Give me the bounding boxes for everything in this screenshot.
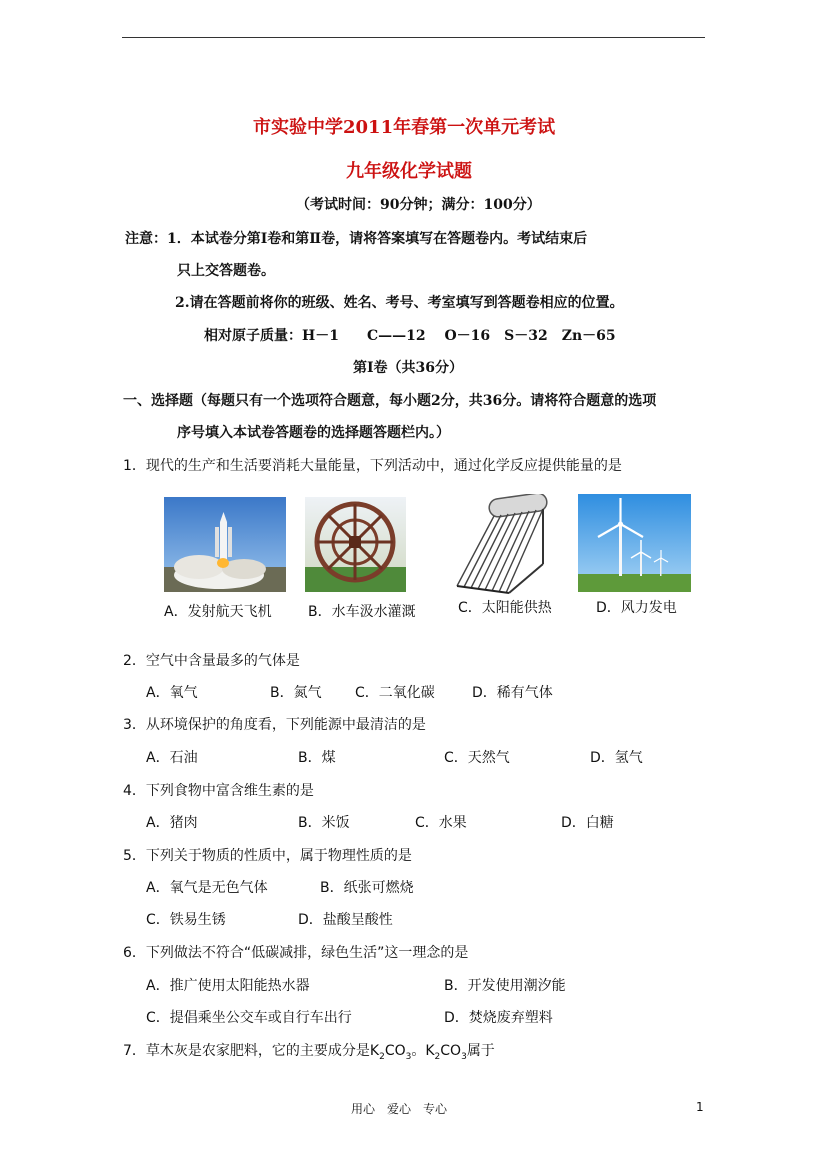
q5-option-c: C．铁易生锈 <box>146 912 226 928</box>
q3-option-b: B．煤 <box>298 750 336 766</box>
q3-option-d: D．氢气 <box>590 750 643 766</box>
question-4-stem: 4．下列食物中富含维生素的是 <box>123 783 314 799</box>
footer-motto: 用心 爱心 专心 <box>351 1102 448 1116</box>
q6-option-d: D．焚烧废弃塑料 <box>444 1010 553 1026</box>
waterwheel-photo <box>305 497 406 592</box>
question-7-stem: 7．草木灰是农家肥料，它的主要成分是$K_2CO_3$。$K_2CO_3$属于 <box>123 1043 495 1062</box>
section-instruction-2: 序号填入本试卷答题卷的选择题答题栏内。） <box>177 425 450 441</box>
q4-option-d: D．白糖 <box>561 815 614 831</box>
solar-water-heater-photo <box>449 494 549 594</box>
question-6-stem: 6．下列做法不符合“低碳减排，绿色生活”这一理念的是 <box>123 945 469 961</box>
atomic-mass: 相对原子质量：H－1 C——12 O－16 S－32 Zn－65 <box>204 328 616 344</box>
q6-option-c: C．提倡乘坐公交车或自行车出行 <box>146 1010 352 1026</box>
q2-option-c: C．二氧化碳 <box>355 685 435 701</box>
caption-d: D．风力发电 <box>596 600 677 616</box>
q5-option-b: B．纸张可燃烧 <box>320 880 414 896</box>
q2-option-d: D．稀有气体 <box>472 685 553 701</box>
question-3-stem: 3．从环境保护的角度看，下列能源中最清洁的是 <box>123 717 426 733</box>
wind-turbine-photo <box>578 494 691 592</box>
question-5-stem: 5．下列关于物质的性质中，属于物理性质的是 <box>123 848 412 864</box>
notes-line1: 注意：1．本试卷分第Ⅰ卷和第Ⅱ卷，请将答案填写在答题卷内。考试结束后 <box>125 231 588 247</box>
q4-option-b: B．米饭 <box>298 815 350 831</box>
q5-option-d: D．盐酸呈酸性 <box>298 912 393 928</box>
q6-option-a: A．推广使用太阳能热水器 <box>146 978 310 994</box>
exam-info: （考试时间：90分钟；满分：100分） <box>296 197 541 213</box>
section-instruction-1: 一、选择题（每题只有一个选项符合题意，每小题2分，共36分。请将符合题意的选项 <box>123 393 657 409</box>
rocket-launch-photo <box>164 497 286 592</box>
section-heading: 第Ⅰ卷（共36分） <box>353 360 464 376</box>
q6-option-b: B．开发使用潮汐能 <box>444 978 566 994</box>
caption-a: A．发射航天飞机 <box>164 604 272 620</box>
exam-subtitle: 九年级化学试题 <box>346 161 472 182</box>
question-2-stem: 2．空气中含量最多的气体是 <box>123 653 300 669</box>
q4-option-a: A．猪肉 <box>146 815 198 831</box>
caption-b: B．水车汲水灌溉 <box>308 604 416 620</box>
exam-title: 市实验中学2011年春第一次单元考试 <box>253 117 556 138</box>
notes-line1-cont: 只上交答题卷。 <box>177 263 275 279</box>
q2-option-a: A．氧气 <box>146 685 198 701</box>
q2-option-b: B．氮气 <box>270 685 322 701</box>
notes-line2: 2.请在答题前将你的班级、姓名、考号、考室填写到答题卷相应的位置。 <box>175 295 624 311</box>
q3-option-c: C．天然气 <box>444 750 510 766</box>
question-1-stem: 1．现代的生产和生活要消耗大量能量，下列活动中，通过化学反应提供能量的是 <box>123 458 622 474</box>
caption-c: C．太阳能供热 <box>458 600 552 616</box>
q5-option-a: A．氧气是无色气体 <box>146 880 268 896</box>
q4-option-c: C．水果 <box>415 815 467 831</box>
header-rule <box>122 37 705 38</box>
q3-option-a: A．石油 <box>146 750 198 766</box>
page-number: 1 <box>696 1100 704 1114</box>
